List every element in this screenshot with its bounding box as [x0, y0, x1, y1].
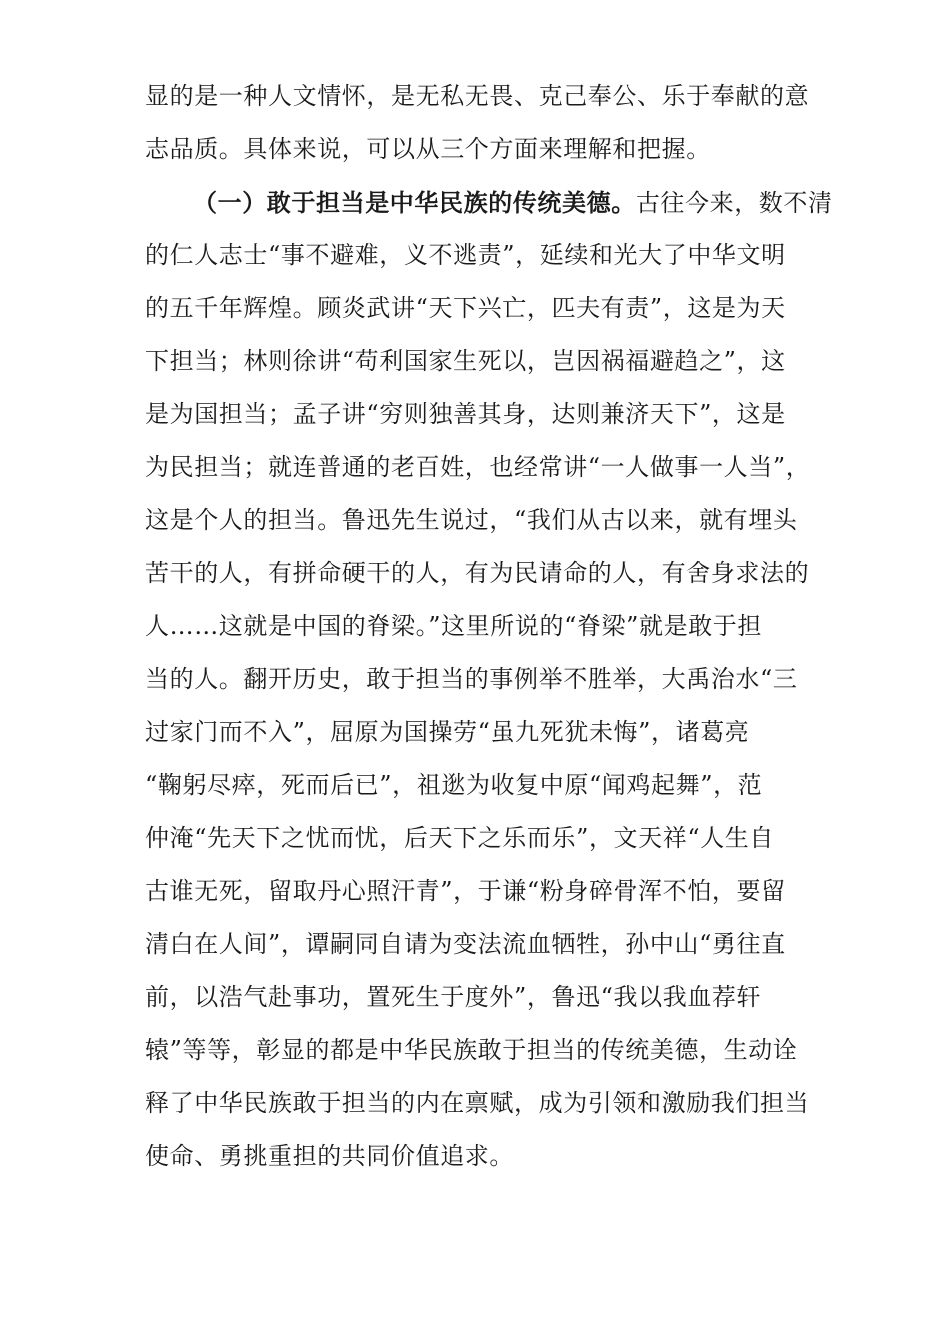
- text-line: 是为国担当；孟子讲“穷则独善其身，达则兼济天下”，这是: [145, 400, 786, 428]
- text-line: 古谁无死，留取丹心照汗青”，于谦“粉身碎骨浑不怕，要留: [145, 877, 786, 905]
- section-heading: （一）敢于担当是中华民族的传统美德。: [193, 188, 636, 217]
- text-line: 释了中华民族敢于担当的内在禀赋，成为引领和激励我们担当: [145, 1089, 810, 1117]
- body-text: [145, 70, 833, 1183]
- text-fragment: 古往今来，数不清: [635, 189, 833, 217]
- text-line: 苦干的人，有拼命硬干的人，有为民请命的人，有舍身求法的: [145, 559, 810, 587]
- text-line: 志品质。具体来说，可以从三个方面来理解和把握。: [145, 135, 711, 163]
- text-line: 使命、勇挑重担的共同价值追求。: [145, 1142, 514, 1170]
- text-line: 显的是一种人文情怀，是无私无畏、克己奉公、乐于奉献的意: [145, 82, 810, 110]
- text-line: 下担当；林则徐讲“苟利国家生死以，岂因祸福避趋之”，这: [145, 347, 786, 375]
- section-heading-line: [145, 176, 833, 229]
- text-line: “鞠躬尽瘁，死而后已”，祖逖为收复中原“闻鸡起舞”，范: [145, 771, 763, 799]
- text-line: 过家门而不入”，屈原为国操劳“虽九死犹未悔”，诸葛亮: [145, 718, 750, 746]
- text-line: 的五千年辉煌。顾炎武讲“天下兴亡，匹夫有责”，这是为天: [145, 294, 786, 322]
- text-line: 这是个人的担当。鲁迅先生说过，“我们从古以来，就有埋头: [145, 506, 798, 534]
- text-line: 的仁人志士“事不避难，义不逃责”，延续和光大了中华文明: [145, 241, 786, 269]
- text-line: 人……这就是中国的脊梁。”这里所说的“脊梁”就是敢于担: [145, 612, 763, 640]
- text-line: 当的人。翻开历史，敢于担当的事例举不胜举，大禹治水“三: [145, 665, 798, 693]
- text-line: 清白在人间”，谭嗣同自请为变法流血牺牲，孙中山“勇往直: [145, 930, 786, 958]
- text-line: 辕”等等，彰显的都是中华民族敢于担当的传统美德，生动诠: [145, 1036, 798, 1064]
- text-line: 为民担当；就连普通的老百姓，也经常讲“一人做事一人当”，: [145, 453, 811, 481]
- text-line: 仲淹“先天下之忧而忧，后天下之乐而乐”，文天祥“人生自: [145, 824, 775, 852]
- text-line: 前，以浩气赴事功，置死生于度外”，鲁迅“我以我血荐轩: [145, 983, 762, 1011]
